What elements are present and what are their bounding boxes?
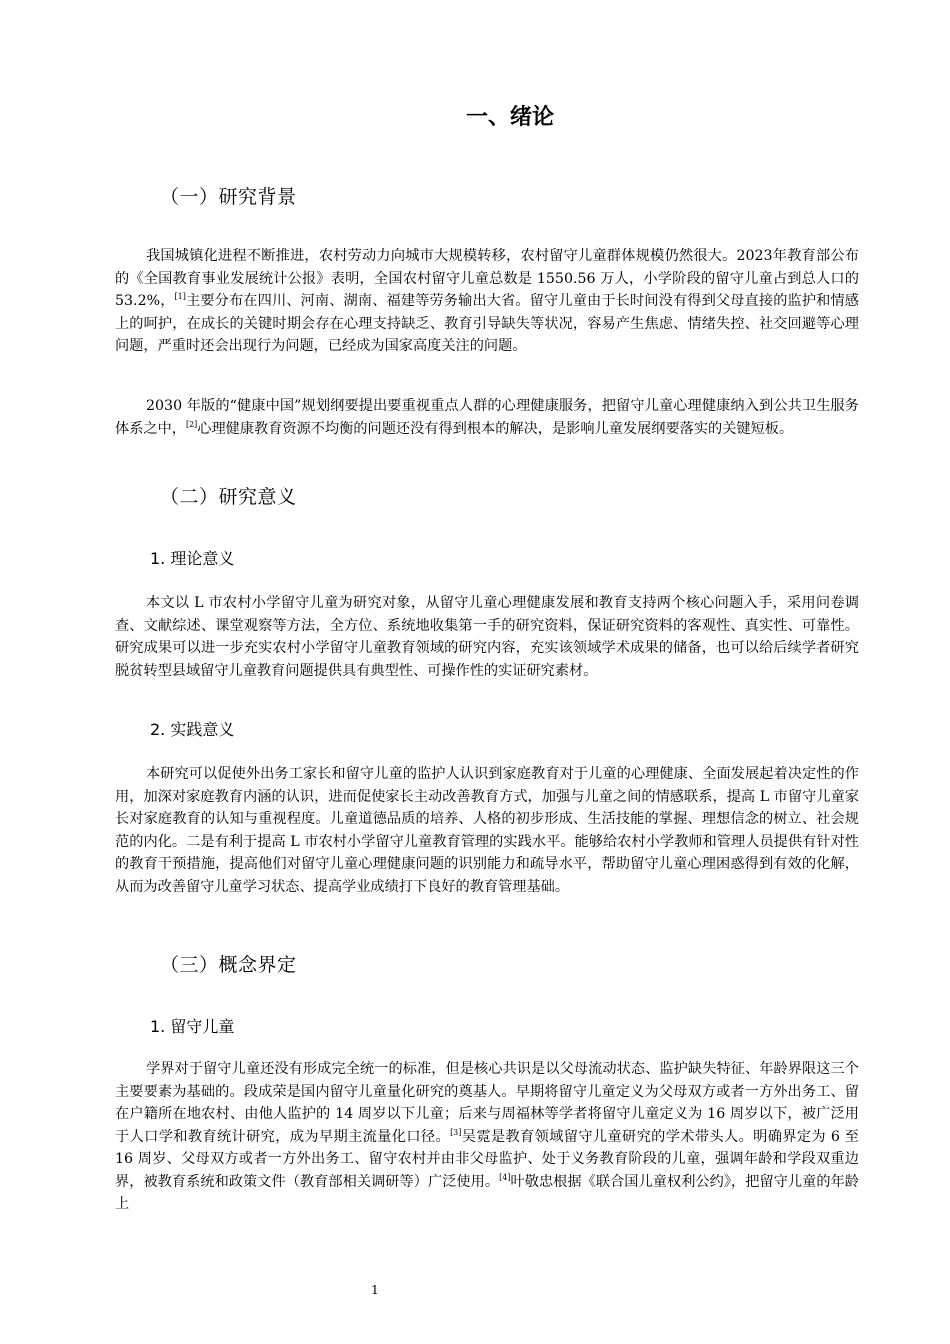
- paragraph-practice: 本研究可以促使外出务工家长和留守儿童的监护人认识到家庭教育对于儿童的心理健康、全面发展起着决定性的作用，加深对家庭教育内涵的认识，进而促使家长主动改善教育方式，加强与儿童之间的情感联系，提高 L 市留守儿童家长对家庭教育的认知与重视程度。儿童道德品质的培养、人格的初步形成、生活技能的掌握、理想信念的树立、社会规范的内化。二是有利于提高 L 市农村小学留守儿童教育管理的实践水平。能够给农村小学教师和管理人员提供有针对性的教育干预措施，提高他们对留守儿童心理健康问题的识别能力和疏导水平，帮助留守儿童心理困惑得到有效的化解，从而为改善留守儿童学习状态、提高学业成绩打下良好的教育管理基础。: [115, 766, 859, 895]
- citation-ref: [2]: [185, 419, 198, 429]
- section-heading-background: （一）研究背景: [160, 186, 297, 208]
- paragraph-background-1: [115, 245, 859, 358]
- paragraph-text: 心理健康教育资源不均衡的问题还没有得到根本的解决，是影响儿童发展纲要落实的关键短板。: [197, 420, 794, 437]
- page-number: 1: [371, 1283, 379, 1297]
- subheading-practice: 2. 实践意义: [150, 720, 235, 739]
- paragraph-theory: 本文以 L 市农村小学留守儿童为研究对象，从留守儿童心理健康发展和教育支持两个核心问题入手，采用问卷调查、文献综述、课堂观察等方法，全方位、系统地收集第一手的研究资料，保证研究资料的客观性、真实性、可靠性。研究成果可以进一步充实农村小学留守儿童教育领域的研究内容，充实该领域学术成果的储备，也可以给后续学者研究脱贫转型县域留守儿童教育问题提供具有典型性、可操作性的实证研究素材。: [115, 595, 859, 679]
- paragraph-text: 叶敬忠根据《联合国儿童权利公约》，把留守儿童的年龄上: [115, 1173, 859, 1212]
- paragraph-text: 2030 年版的“健康中国”规划纲要提出要重视重点人群的心理健康服务，把留守儿童心理健康纳入到公共卫生服务体系之中，: [115, 398, 859, 437]
- paragraph-text: 吴霓是教育领域留守儿童研究的学术带头人。明确界定为 6 至 16 周岁、父母双方或者一方外出务工、留守农村并由非父母监护、处于义务教育阶段的儿童，强调年龄和学段双重边界，被教育系统和政策文件（教育部相关调研等）广泛使用。: [115, 1128, 859, 1190]
- citation-ref: [4]: [499, 1172, 511, 1182]
- chapter-title: 一、绪论: [465, 105, 554, 130]
- paragraph-text: 学界对于留守儿童还没有形成完全统一的标准，但是核心共识是以父母流动状态、监护缺失特征、年龄界限这三个主要要素为基础的。段成荣是国内留守儿童量化研究的奠基人。早期将留守儿童定义为父母双方或者一方外出务工、留在户籍所在地农村、由他人监护的 14 周岁以下儿童；后来与周福林等学者将留守儿童定义为 16 周岁以下，被广泛用于人口学和教育统计研究，成为早期主流量化口径。: [115, 1061, 859, 1145]
- subheading-left-behind: 1. 留守儿童: [150, 1017, 235, 1036]
- citation-ref: [3]: [450, 1127, 462, 1137]
- paragraph-text: 我国城镇化进程不断推进，农村劳动力向城市大规模转移，农村留守儿童群体规模仍然很大。2023年教育部公布的《全国教育事业发展统计公报》表明，全国农村留守儿童总数是 1550.56 万人，小学阶段的留守儿童占到总人口的 53.2%，: [115, 248, 859, 309]
- subheading-theory: 1. 理论意义: [150, 549, 235, 568]
- page-number-footer: [0, 1283, 950, 1297]
- citation-ref: [1]: [174, 292, 186, 301]
- paragraph-background-2: [115, 395, 859, 440]
- paragraph-left-behind: [115, 1058, 859, 1216]
- section-heading-significance: （二）研究意义: [160, 486, 297, 508]
- section-heading-concept: （三）概念界定: [160, 954, 297, 976]
- paragraph-text: 主要分布在四川、河南、湖南、福建等劳务输出大省。留守儿童由于长时间没有得到父母直接的监护和情感上的呵护，在成长的关键时期会存在心理支持缺乏、教育引导缺失等状况，容易产生焦虑、情绪失控、社交回避等心理问题，严重时还会出现行为问题，已经成为国家高度关注的问题。: [115, 293, 859, 354]
